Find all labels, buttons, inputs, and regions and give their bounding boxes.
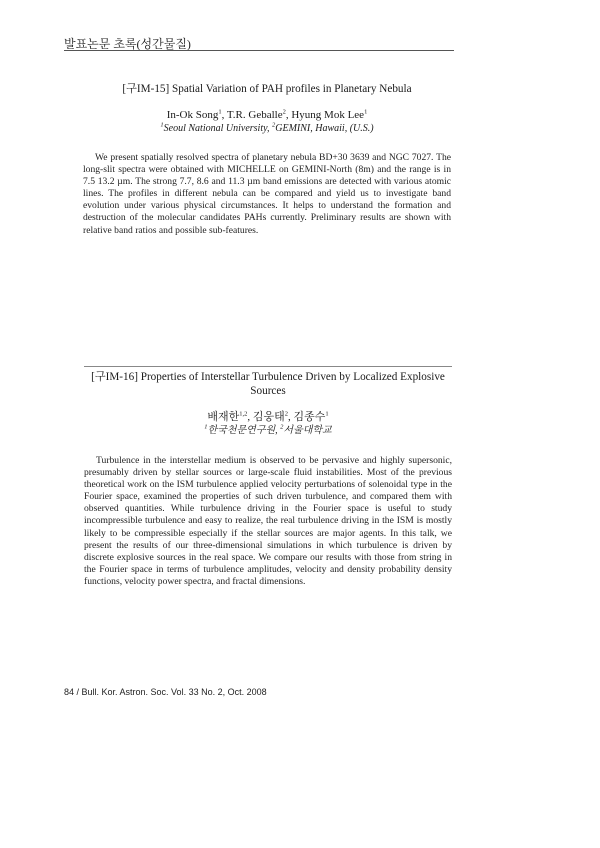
affiliation-name: 서울대학교	[283, 425, 332, 436]
affiliation-sup: 1	[160, 121, 164, 129]
section-divider	[84, 366, 452, 367]
author-name: Hyung Mok Lee	[291, 109, 365, 121]
affiliation-list	[84, 425, 452, 437]
author-name: T.R. Geballe	[226, 109, 283, 121]
author-sup: 1	[364, 108, 368, 116]
affiliation-list	[83, 123, 451, 135]
author-sup: 2	[282, 108, 286, 116]
abstract-im15	[83, 82, 451, 246]
author-name: 배재한	[207, 411, 240, 423]
author-sup: 2	[284, 410, 288, 418]
affiliation-name: Seoul National University,	[163, 123, 272, 134]
affiliation-sup: 2	[272, 121, 276, 129]
abstract-title: [구IM-15] Spatial Variation of PAH profiles in Planetary Nebula	[122, 83, 412, 95]
affiliation-sup: 2	[280, 423, 284, 431]
affiliation-name: 한국천문연구원,	[207, 425, 281, 436]
header-divider	[64, 50, 454, 51]
author-sep: ,	[221, 109, 227, 121]
abstract-title: [구IM-16] Properties of Interstellar Turbulence Driven by Localized Explosive Sources	[91, 371, 445, 397]
abstract-body: Turbulence in the interstellar medium is observed to be pervasive and highly supersonic, presumably driven by stellar sources or large-scale fluid instabilities. Most of the previous theoretical work on the ISM turbulence applied velocity perturbations of solenoidal type in the Fourier space, examined the properties of such driven turbulence, and compared them with observed quantities. While turbulence driving in the Fourier space is useful to study incompressible turbulence and easy to realize, the real turbulence driving in the ISM is mostly likely to be compressible especially if the stellar sources are major agents. In this talk, we present the results of our three-dimensional simulations in which turbulence is driven by discrete explosive sources in the real space. We compare our results with those from string in the Fourier space in terms of turbulence amplitudes, velocity and density probability density functions, velocity power spectra, and fractal dimensions.	[84, 455, 452, 587]
author-sup: 1	[325, 410, 329, 418]
running-header: 발표논문 초록(성간물질)	[64, 37, 191, 51]
affiliation-name: GEMINI, Hawaii, (U.S.)	[275, 123, 374, 134]
abstract-body: We present spatially resolved spectra of planetary nebula BD+30 3639 and NGC 7027. The long-slit spectra were obtained with MICHELLE on GEMINI-North (8m) and the range is in 7.5 13.2 µm. The strong 7.7, 8.6 and 11.3 µm band emissions are detected with various atomic lines. The profiles in different nebula can be compared and yield us to investigate band evolution under various physical circumstances. It helps to understand the formation and destruction of the molecular candidates PAHs currently. Preliminary results are shown with relative band ratios and possible sub-features.	[83, 152, 451, 236]
author-name: In-Ok Song	[166, 109, 219, 121]
author-sup: 1	[218, 108, 222, 116]
page-footer: 84 / Bull. Kor. Astron. Soc. Vol. 33 No. 2, Oct. 2008	[64, 687, 267, 697]
author-sep: ,	[285, 109, 292, 121]
author-sep: ,	[247, 411, 253, 423]
author-list	[83, 109, 451, 122]
affiliation-sup: 1	[204, 423, 208, 431]
author-name: 김웅태	[252, 411, 285, 423]
author-name: 김종수	[293, 411, 326, 423]
abstract-im16	[84, 366, 452, 598]
author-sup: 1,2	[239, 410, 248, 418]
author-sep: ,	[288, 411, 294, 423]
author-list	[84, 411, 452, 424]
